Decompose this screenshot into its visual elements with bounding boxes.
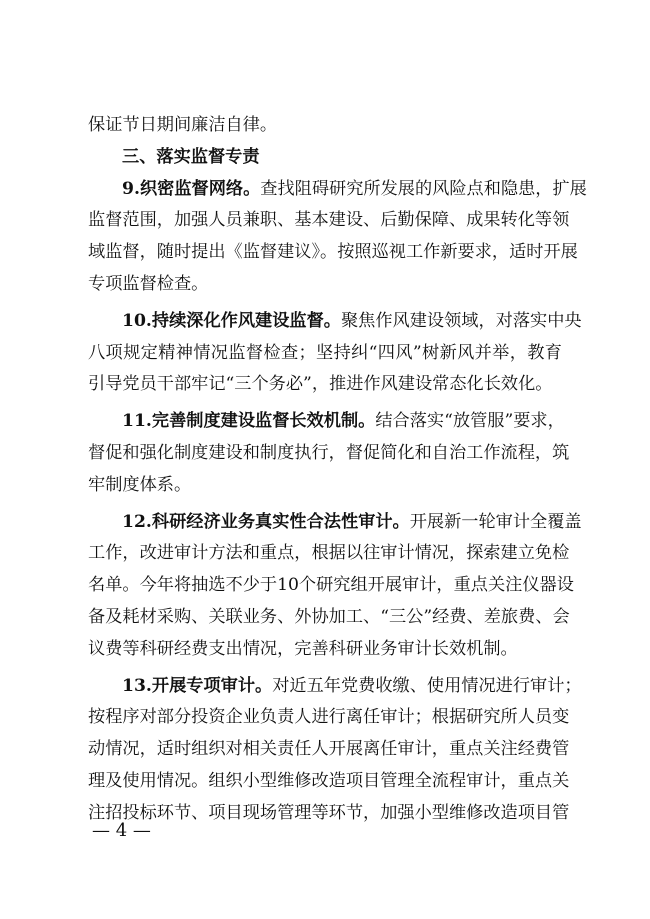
paragraph-item-12 — [88, 507, 582, 666]
paragraph-line: 督促和强化制度建设和制度执行，督促简化和自治工作流程，筑 — [88, 442, 570, 463]
paragraph-item-10 — [88, 306, 582, 401]
paragraph-line — [88, 406, 565, 438]
paragraph-line: 工作，改进审计方法和重点，根据以往审计情况，探索建立免检 — [88, 543, 570, 564]
item-lead: 10.持续深化作风建设监督。 — [122, 310, 341, 331]
paragraph-line: 监督范围，加强人员兼职、基本建设、后勤保障、成果转化等领 — [88, 210, 570, 231]
paragraph-line: 按程序对部分投资企业负责人进行离任审计；根据研究所人员变 — [88, 707, 570, 728]
paragraph-line: 域监督，随时提出《监督建议》。按照巡视工作新要求，适时开展 — [88, 242, 578, 263]
item-lead: 11.完善制度建设监督长效机制。 — [122, 411, 376, 432]
paragraph-line: 牢制度体系。 — [88, 474, 192, 495]
item-text: 查找阻碍研究所发展的风险点和隐患，扩展 — [260, 178, 587, 199]
paragraph-line: 动情况，适时组织对相关责任人开展离任审计，重点关注经费管 — [88, 739, 570, 760]
item-text: 对近五年党费收缴、使用情况进行审计； — [272, 675, 582, 696]
paragraph-line: 注招投标环节、项目现场管理等环节，加强小型维修改造项目管 — [88, 802, 570, 823]
paragraph-line — [88, 507, 582, 539]
paragraph-line: 备及耗材采购、关联业务、外协加工、“三公”经费、差旅费、会 — [88, 606, 570, 627]
paragraph-line — [88, 671, 582, 703]
item-text: 结合落实“放管服”要求， — [375, 411, 565, 432]
section-heading: 三、落实监督专责 — [122, 146, 260, 167]
paragraph-line: 引导党员干部牢记“三个务必”，推进作风建设常态化长效化。 — [88, 374, 553, 395]
paragraph-line: 议费等科研经费支出情况，完善科研业务审计长效机制。 — [88, 638, 518, 659]
paragraph-item-11 — [88, 406, 570, 501]
item-lead: 9.织密监督网络。 — [122, 178, 261, 199]
paragraph-line — [88, 174, 587, 206]
item-text: 聚焦作风建设领域，对落实中央 — [340, 310, 582, 331]
paragraph-line: 八项规定精神情况监督检查；坚持纠“四风”树新风并举，教育 — [88, 342, 562, 363]
paragraph-line: 专项监督检查。 — [88, 273, 209, 294]
item-lead: 12.科研经济业务真实性合法性审计。 — [122, 511, 410, 532]
intro-line: 保证节日期间廉洁自律。 — [88, 115, 278, 135]
page-number: — 4 — — [92, 820, 151, 841]
paragraph-item-9 — [88, 174, 587, 301]
paragraph-item-13 — [88, 671, 582, 830]
paragraph-line: 理及使用情况。组织小型维修改造项目管理全流程审计，重点关 — [88, 770, 570, 791]
item-text: 开展新一轮审计全覆盖 — [409, 511, 582, 532]
document-body — [88, 110, 587, 830]
paragraph-line: 名单。今年将抽选不少于10个研究组开展审计，重点关注仪器设 — [88, 575, 574, 596]
item-lead: 13.开展专项审计。 — [122, 675, 273, 696]
paragraph-line — [88, 306, 582, 338]
